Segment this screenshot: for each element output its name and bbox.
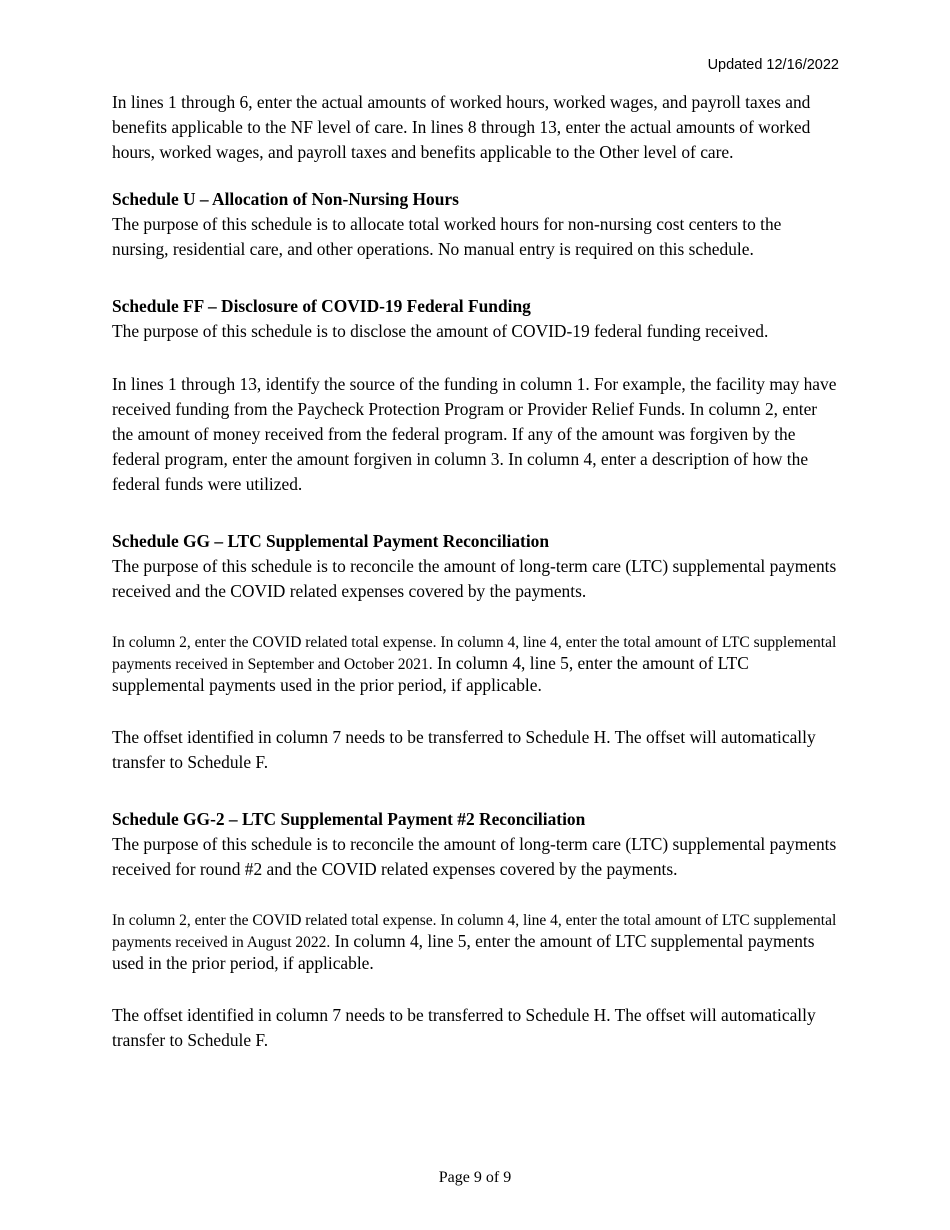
schedule-u-heading: Schedule U – Allocation of Non-Nursing Hours: [112, 189, 459, 209]
schedule-gg2-instructions: [112, 910, 842, 975]
updated-date: Updated 12/16/2022: [707, 57, 839, 73]
intro-paragraph: In lines 1 through 6, enter the actual amounts of worked hours, worked wages, and payroll taxes and benefits applicable to the NF level of care. In lines 8 through 13, enter the actual amounts of worked hours, worked wages, and payroll taxes and benefits applicable to the Other level of care.: [112, 92, 811, 162]
schedule-gg2-instructions-small: In column 2, enter the COVID related total expense. In column 4, line 4, enter the total amount of LTC supplemental payments received in August 2022.: [112, 912, 837, 951]
schedule-gg2-heading: Schedule GG-2 – LTC Supplemental Payment #2 Reconciliation: [112, 809, 586, 829]
schedule-ff-instructions: In lines 1 through 13, identify the source of the funding in column 1. For example, the facility may have received funding from the Paycheck Protection Program or Provider Relief Funds. In column 2, enter the amount of money received from the federal program. If any of the amount was forgiven by the federal program, enter the amount forgiven in column 3. In column 4, enter a description of how the federal funds were utilized.: [112, 374, 837, 494]
document-body: [112, 90, 842, 1053]
schedule-gg-instructions-big: In column 4, line 5, enter the amount of LTC supplemental payments used in the prior period, if applicable.: [112, 653, 749, 695]
schedule-gg-heading: Schedule GG – LTC Supplemental Payment Reconciliation: [112, 531, 550, 551]
schedule-gg-instructions: [112, 632, 842, 697]
page-number: Page 9 of 9: [438, 1169, 512, 1186]
schedule-gg-instructions-small: In column 2, enter the COVID related total expense. In column 4, line 4, enter the total amount of LTC supplemental payments received in September and October 2021.: [112, 634, 837, 673]
schedule-gg2-purpose: The purpose of this schedule is to reconcile the amount of long-term care (LTC) supplemental payments received for round #2 and the COVID related expenses covered by the payments.: [112, 834, 837, 879]
schedule-gg2-instructions-big: In column 4, line 5, enter the amount of LTC supplemental payments used in the prior period, if applicable.: [112, 931, 815, 973]
schedule-gg-purpose: The purpose of this schedule is to reconcile the amount of long-term care (LTC) supplemental payments received and the COVID related expenses covered by the payments.: [112, 556, 837, 601]
schedule-u-purpose: The purpose of this schedule is to allocate total worked hours for non-nursing cost centers to the nursing, residential care, and other operations. No manual entry is required on this schedule.: [112, 214, 782, 259]
schedule-ff-purpose: The purpose of this schedule is to disclose the amount of COVID-19 federal funding received.: [112, 321, 769, 341]
schedule-gg2-offset: The offset identified in column 7 needs to be transferred to Schedule H. The offset will automatically transfer to Schedule F.: [112, 1005, 816, 1050]
schedule-gg-offset: The offset identified in column 7 needs to be transferred to Schedule H. The offset will automatically transfer to Schedule F.: [112, 727, 816, 772]
schedule-ff-heading: Schedule FF – Disclosure of COVID-19 Federal Funding: [112, 296, 531, 316]
